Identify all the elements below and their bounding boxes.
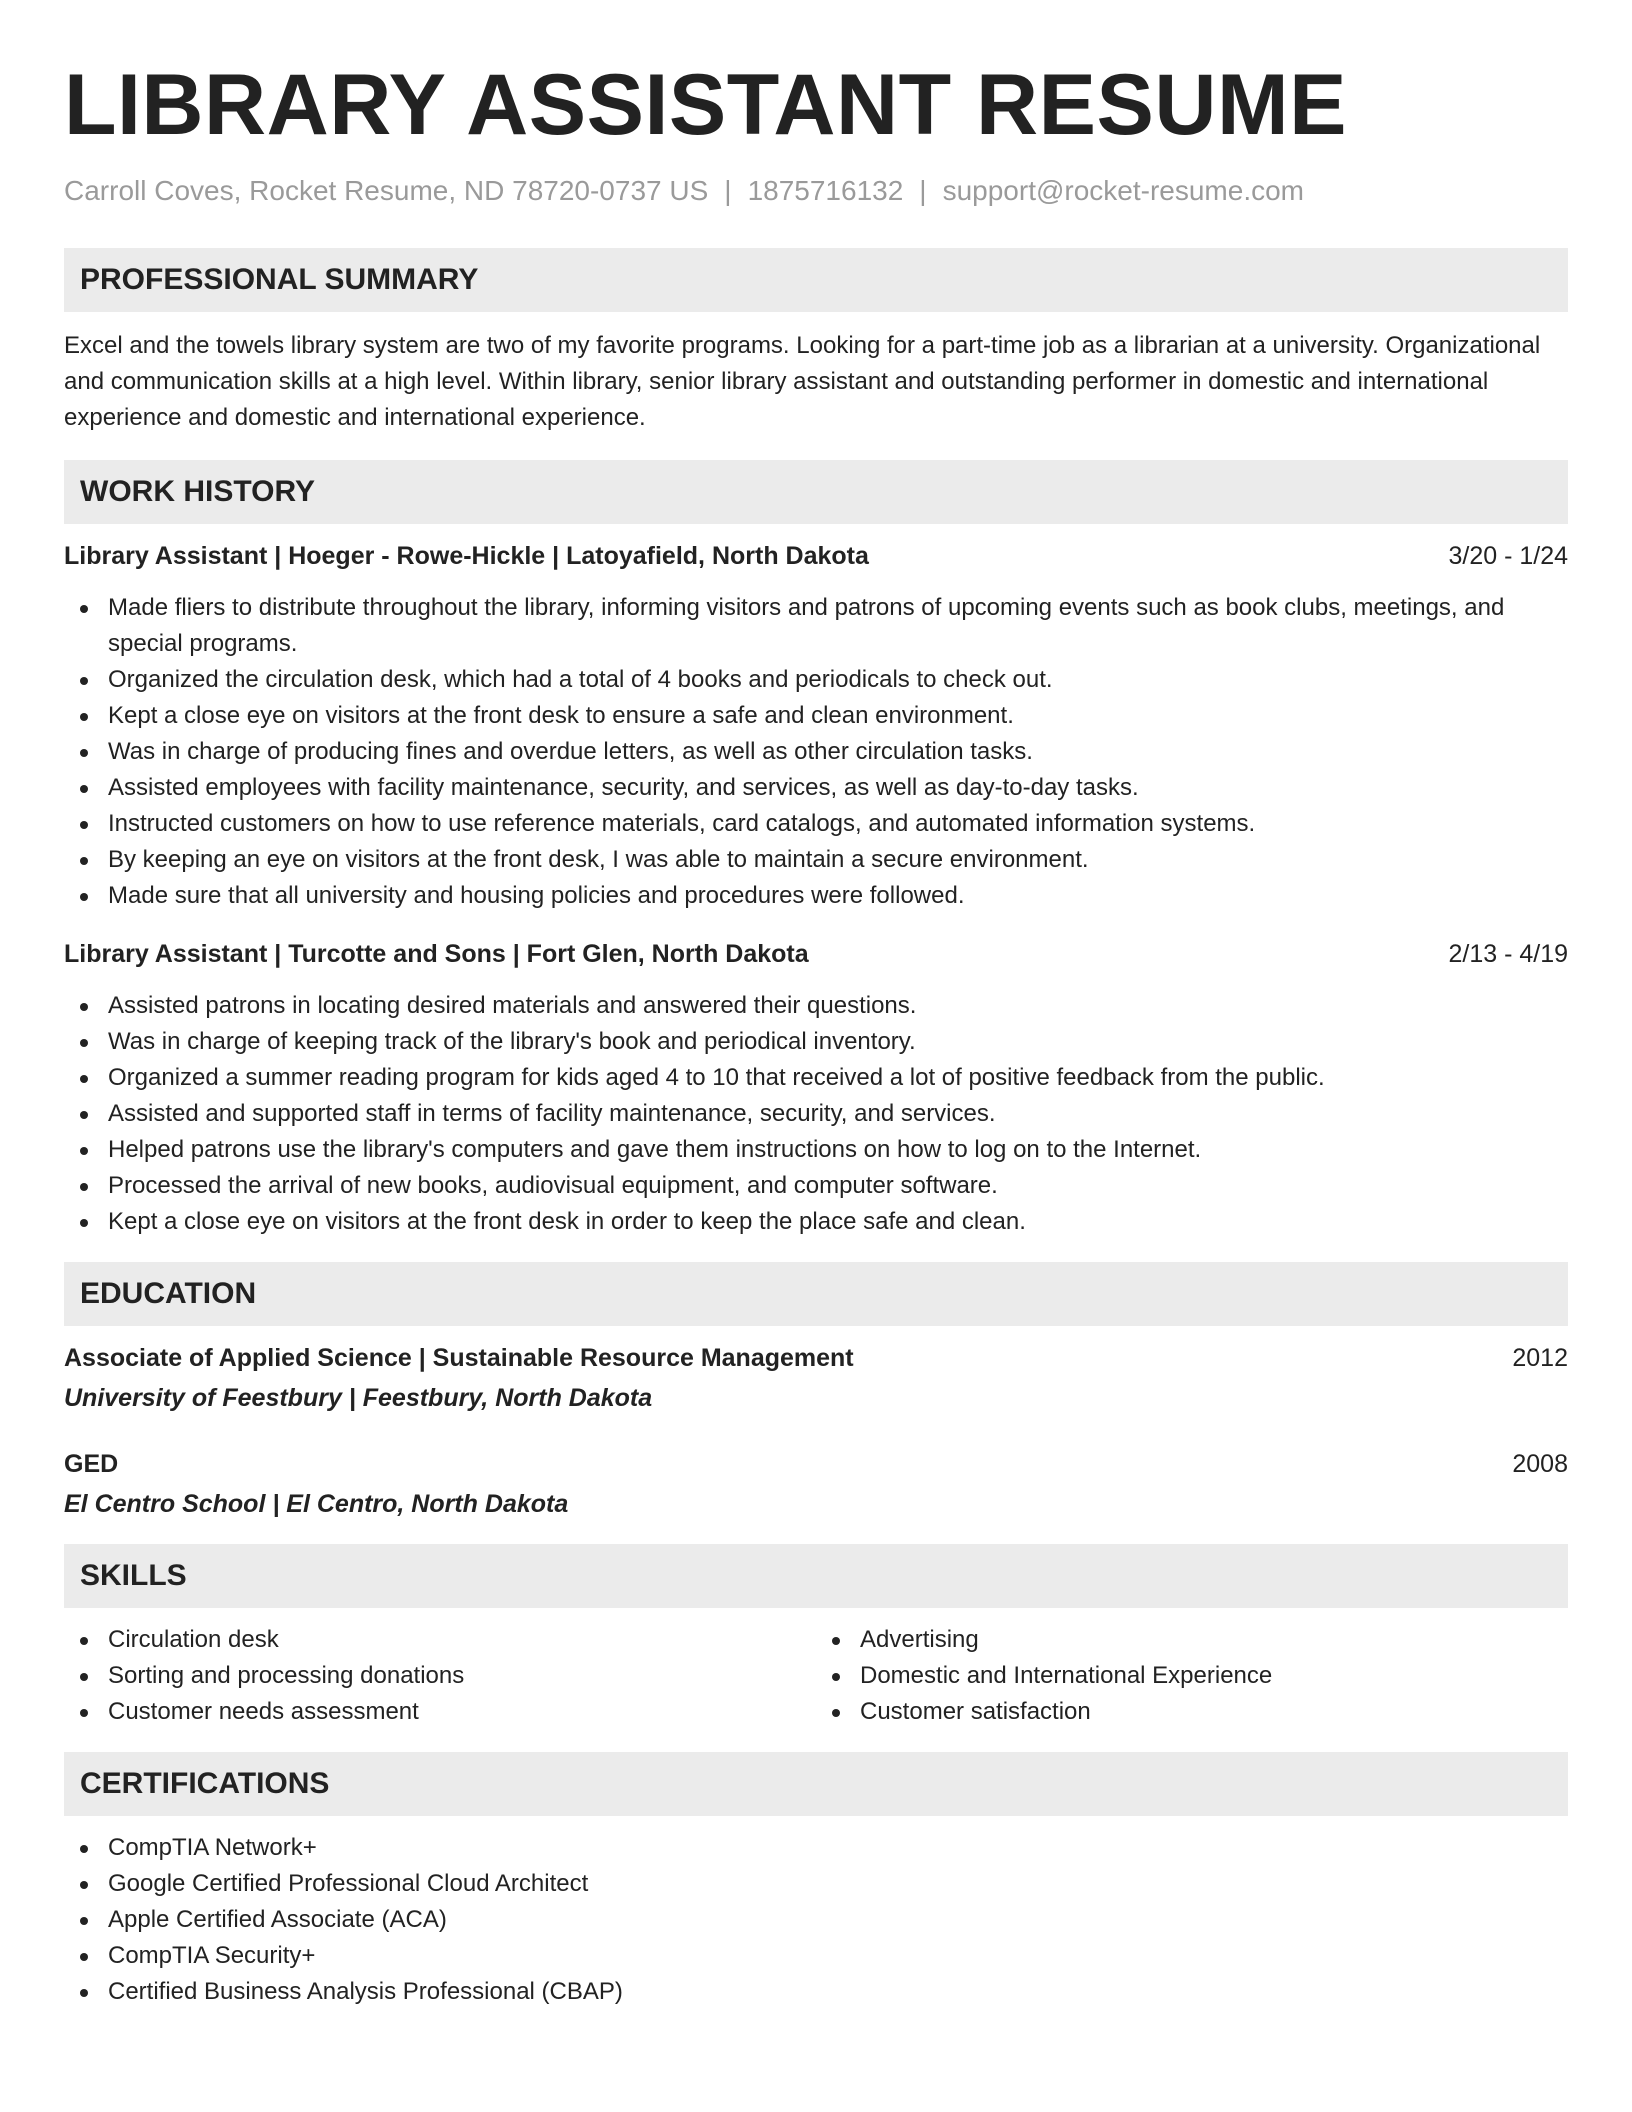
list-item: Certified Business Analysis Professional (CBAP) [64,1974,1568,2010]
list-item: Was in charge of keeping track of the library's book and periodical inventory. [64,1024,1568,1060]
skills-grid [64,1622,1568,1730]
contact-address: Carroll Coves, Rocket Resume, ND 78720-0737 US [64,175,709,206]
list-item: Organized the circulation desk, which had a total of 4 books and periodicals to check out. [64,662,1568,698]
section-header-work-history: WORK HISTORY [64,460,1568,524]
skills-column-left [64,1622,816,1730]
list-item: By keeping an eye on visitors at the front desk, I was able to maintain a secure environment. [64,842,1568,878]
skills-column-right [816,1622,1568,1730]
list-item: Assisted and supported staff in terms of facility maintenance, security, and services. [64,1096,1568,1132]
list-item: Domestic and International Experience [816,1658,1568,1694]
contact-phone: 1875716132 [747,175,904,206]
section-header-education: EDUCATION [64,1262,1568,1326]
education-school: El Centro School | El Centro, North Dakota [64,1490,569,1518]
list-item: CompTIA Network+ [64,1830,1568,1866]
section-header-skills: SKILLS [64,1544,1568,1608]
contact-separator: | [919,175,927,206]
section-header-certifications: CERTIFICATIONS [64,1752,1568,1816]
contact-line [64,174,1568,208]
list-item: CompTIA Security+ [64,1938,1568,1974]
list-item: Circulation desk [64,1622,816,1658]
job-entry [64,538,1568,914]
job-title: Library Assistant | Hoeger - Rowe-Hickle | Latoyafield, North Dakota [64,542,869,570]
list-item: Organized a summer reading program for kids aged 4 to 10 that received a lot of positive feedback from the public. [64,1060,1568,1096]
education-header [64,1340,1568,1376]
list-item: Apple Certified Associate (ACA) [64,1902,1568,1938]
list-item: Google Certified Professional Cloud Architect [64,1866,1568,1902]
education-year: 2012 [1512,1344,1568,1372]
list-item: Helped patrons use the library's computers and gave them instructions on how to log on to the Internet. [64,1132,1568,1168]
list-item: Instructed customers on how to use reference materials, card catalogs, and automated information systems. [64,806,1568,842]
education-entry [64,1446,1568,1522]
list-item: Made sure that all university and housing policies and procedures were followed. [64,878,1568,914]
education-entry [64,1340,1568,1416]
job-header [64,538,1568,574]
job-entry [64,936,1568,1240]
contact-separator: | [724,175,732,206]
job-duties [64,988,1568,1240]
list-item: Customer satisfaction [816,1694,1568,1730]
education-header [64,1446,1568,1482]
job-dates: 3/20 - 1/24 [1448,542,1568,570]
resume-title: LIBRARY ASSISTANT RESUME [64,57,1347,153]
list-item: Kept a close eye on visitors at the front desk in order to keep the place safe and clean. [64,1204,1568,1240]
list-item: Kept a close eye on visitors at the front desk to ensure a safe and clean environment. [64,698,1568,734]
list-item: Processed the arrival of new books, audiovisual equipment, and computer software. [64,1168,1568,1204]
education-school: University of Feestbury | Feestbury, North Dakota [64,1384,653,1412]
education-year: 2008 [1512,1450,1568,1478]
contact-email: support@rocket-resume.com [942,175,1305,206]
job-dates: 2/13 - 4/19 [1448,940,1568,968]
list-item: Customer needs assessment [64,1694,816,1730]
education-degree: GED [64,1450,119,1478]
certifications-list [64,1830,1568,2010]
summary-text: Excel and the towels library system are two of my favorite programs. Looking for a part-time job as a librarian at a university. Organizational and communication skills at a high level. Within library, senior library assistant and outstanding performer in domestic and international experience and domestic and international experience. [64,332,1541,431]
list-item: Made fliers to distribute throughout the library, informing visitors and patrons of upcoming events such as book clubs, meetings, and special programs. [64,590,1568,662]
job-duties [64,590,1568,914]
list-item: Sorting and processing donations [64,1658,816,1694]
list-item: Advertising [816,1622,1568,1658]
list-item: Was in charge of producing fines and overdue letters, as well as other circulation tasks. [64,734,1568,770]
job-header [64,936,1568,972]
list-item: Assisted patrons in locating desired materials and answered their questions. [64,988,1568,1024]
list-item: Assisted employees with facility maintenance, security, and services, as well as day-to-day tasks. [64,770,1568,806]
job-title: Library Assistant | Turcotte and Sons | Fort Glen, North Dakota [64,940,809,968]
education-degree: Associate of Applied Science | Sustainable Resource Management [64,1344,854,1372]
section-header-summary: PROFESSIONAL SUMMARY [64,248,1568,312]
